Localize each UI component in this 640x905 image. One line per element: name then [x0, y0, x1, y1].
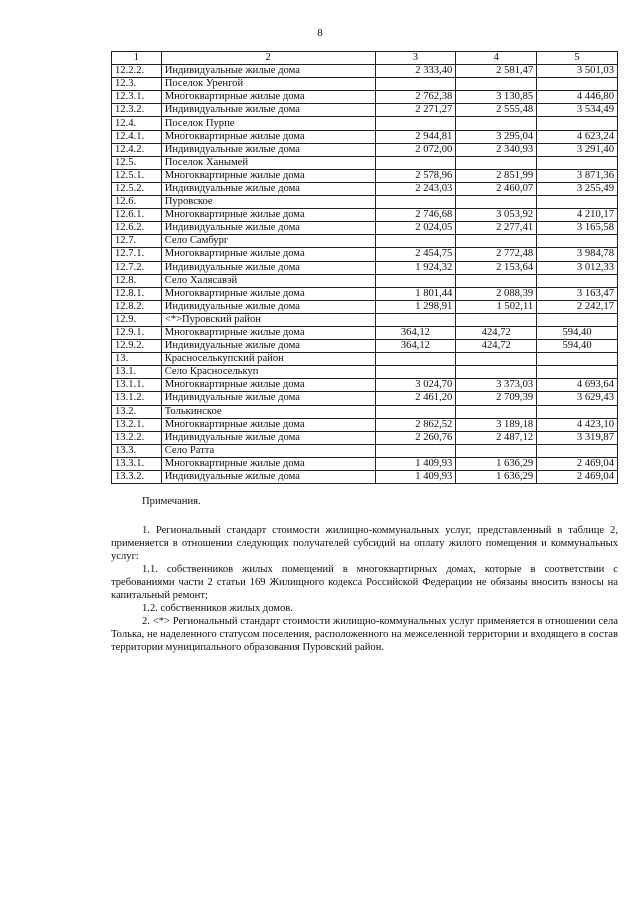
- table-row: [112, 117, 618, 130]
- row-name: Индивидуальные жилые дома: [161, 261, 375, 274]
- row-value-col3: [375, 405, 456, 418]
- row-number: 12.7.2.: [112, 261, 162, 274]
- row-value-col3: 2 746,68: [375, 209, 456, 222]
- table-row: [112, 457, 618, 470]
- row-value-col5: [537, 405, 618, 418]
- row-value-col3: 2 271,27: [375, 104, 456, 117]
- row-value-col4: [456, 78, 537, 91]
- tariff-table: [111, 51, 618, 484]
- row-value-col5: 3 984,78: [537, 248, 618, 261]
- table-row: [112, 130, 618, 143]
- row-number: 12.7.1.: [112, 248, 162, 261]
- row-number: 12.4.2.: [112, 143, 162, 156]
- row-value-col4: [456, 235, 537, 248]
- row-name: Многоквартирные жилые дома: [161, 326, 375, 339]
- row-number: 12.8.1.: [112, 287, 162, 300]
- row-name: Индивидуальные жилые дома: [161, 471, 375, 484]
- row-value-col5: [537, 78, 618, 91]
- table-row: [112, 313, 618, 326]
- row-number: 13.1.2.: [112, 392, 162, 405]
- note-1-1: 1.1. собственников жилых помещений в многоквартирных домах, которые в соответствии с требованиями части 2 статьи 169 Жилищного кодекса Российской Федерации не обязаны вносить взносы на капитальный ремонт;: [111, 564, 618, 601]
- table-row: [112, 143, 618, 156]
- row-value-col3: 2 862,52: [375, 418, 456, 431]
- row-value-col5: 594,40: [537, 340, 618, 353]
- row-value-col5: 4 210,17: [537, 209, 618, 222]
- row-number: 12.4.1.: [112, 130, 162, 143]
- row-value-col3: [375, 274, 456, 287]
- row-number: 12.2.2.: [112, 65, 162, 78]
- row-value-col3: 2 762,38: [375, 91, 456, 104]
- row-name: Индивидуальные жилые дома: [161, 392, 375, 405]
- row-value-col3: 2 333,40: [375, 65, 456, 78]
- row-value-col5: 4 446,80: [537, 91, 618, 104]
- row-name: Многоквартирные жилые дома: [161, 209, 375, 222]
- row-name: Индивидуальные жилые дома: [161, 104, 375, 117]
- row-value-col3: 2 072,00: [375, 143, 456, 156]
- row-value-col3: [375, 353, 456, 366]
- row-value-col4: 2 487,12: [456, 431, 537, 444]
- table-row: [112, 104, 618, 117]
- notes-section: [111, 495, 618, 654]
- row-name: Многоквартирные жилые дома: [161, 457, 375, 470]
- row-name: Село Ратта: [161, 444, 375, 457]
- row-value-col5: [537, 196, 618, 209]
- table-row: [112, 235, 618, 248]
- row-number: 12.8.: [112, 274, 162, 287]
- row-number: 13.1.1.: [112, 379, 162, 392]
- table-row: [112, 300, 618, 313]
- header-col-1: 1: [112, 52, 162, 65]
- row-value-col5: 3 255,49: [537, 182, 618, 195]
- row-name: Индивидуальные жилые дома: [161, 340, 375, 353]
- row-number: 12.9.: [112, 313, 162, 326]
- row-number: 12.7.: [112, 235, 162, 248]
- row-number: 12.5.: [112, 156, 162, 169]
- table-row: [112, 287, 618, 300]
- row-value-col4: 1 636,29: [456, 457, 537, 470]
- table-row: [112, 418, 618, 431]
- row-value-col4: 424,72: [456, 326, 537, 339]
- page-number: 8: [317, 27, 323, 39]
- row-name: Поселок Ханымей: [161, 156, 375, 169]
- row-value-col4: 3 189,18: [456, 418, 537, 431]
- row-name: Многоквартирные жилые дома: [161, 379, 375, 392]
- row-number: 12.8.2.: [112, 300, 162, 313]
- table-row: [112, 261, 618, 274]
- row-value-col3: [375, 366, 456, 379]
- row-value-col5: 3 629,43: [537, 392, 618, 405]
- row-value-col3: 1 801,44: [375, 287, 456, 300]
- row-number: 13.3.2.: [112, 471, 162, 484]
- row-value-col4: 2 340,93: [456, 143, 537, 156]
- row-name: Многоквартирные жилые дома: [161, 169, 375, 182]
- table-row: [112, 91, 618, 104]
- table-row: [112, 78, 618, 91]
- row-value-col4: 2 277,41: [456, 222, 537, 235]
- row-value-col3: [375, 78, 456, 91]
- row-value-col4: 424,72: [456, 340, 537, 353]
- row-value-col4: 3 053,92: [456, 209, 537, 222]
- row-value-col5: 3 163,47: [537, 287, 618, 300]
- row-value-col5: 4 623,24: [537, 130, 618, 143]
- row-number: 13.2.1.: [112, 418, 162, 431]
- row-name: Село Красноселькуп: [161, 366, 375, 379]
- row-number: 12.6.1.: [112, 209, 162, 222]
- row-name: Село Самбург: [161, 235, 375, 248]
- row-value-col5: [537, 313, 618, 326]
- table-row: [112, 340, 618, 353]
- row-value-col4: [456, 196, 537, 209]
- row-name: Многоквартирные жилые дома: [161, 130, 375, 143]
- row-value-col5: 2 469,04: [537, 471, 618, 484]
- row-name: Поселок Пурпе: [161, 117, 375, 130]
- row-value-col5: [537, 117, 618, 130]
- row-number: 13.2.: [112, 405, 162, 418]
- row-value-col5: 3 291,40: [537, 143, 618, 156]
- row-number: 12.6.: [112, 196, 162, 209]
- row-name: <*>Пуровский район: [161, 313, 375, 326]
- row-value-col3: 2 944,81: [375, 130, 456, 143]
- row-name: Село Халясавэй: [161, 274, 375, 287]
- row-value-col5: 3 871,36: [537, 169, 618, 182]
- row-value-col4: [456, 274, 537, 287]
- row-value-col5: 4 423,10: [537, 418, 618, 431]
- note-1: 1. Региональный стандарт стоимости жилищно-коммунальных услуг, представленный в таблице 2, применяется в отношении следующих получателей субсидий на оплату жилого помещения и коммунальных услуг:: [111, 525, 618, 562]
- row-value-col4: [456, 366, 537, 379]
- table-row: [112, 156, 618, 169]
- table-row: [112, 248, 618, 261]
- row-number: 12.3.1.: [112, 91, 162, 104]
- header-col-4: 4: [456, 52, 537, 65]
- row-value-col5: [537, 444, 618, 457]
- row-value-col4: 1 502,11: [456, 300, 537, 313]
- row-value-col5: 594,40: [537, 326, 618, 339]
- row-value-col3: [375, 196, 456, 209]
- row-value-col4: 2 581,47: [456, 65, 537, 78]
- header-col-5: 5: [537, 52, 618, 65]
- row-number: 12.3.: [112, 78, 162, 91]
- row-value-col4: [456, 353, 537, 366]
- table-row: [112, 353, 618, 366]
- table-row: [112, 392, 618, 405]
- row-number: 12.3.2.: [112, 104, 162, 117]
- table-row: [112, 182, 618, 195]
- table-row: [112, 471, 618, 484]
- row-value-col4: [456, 313, 537, 326]
- row-value-col3: 2 243,03: [375, 182, 456, 195]
- row-value-col3: 2 454,75: [375, 248, 456, 261]
- row-value-col3: [375, 444, 456, 457]
- row-name: Индивидуальные жилые дома: [161, 431, 375, 444]
- row-value-col5: 3 501,03: [537, 65, 618, 78]
- table-header-row: [112, 52, 618, 65]
- row-value-col4: 3 373,03: [456, 379, 537, 392]
- row-number: 12.9.1.: [112, 326, 162, 339]
- row-value-col3: [375, 313, 456, 326]
- row-value-col4: 3 130,85: [456, 91, 537, 104]
- row-value-col3: 3 024,70: [375, 379, 456, 392]
- row-value-col5: [537, 274, 618, 287]
- row-name: Многоквартирные жилые дома: [161, 91, 375, 104]
- row-value-col3: 1 298,91: [375, 300, 456, 313]
- table-row: [112, 431, 618, 444]
- row-value-col4: [456, 156, 537, 169]
- row-number: 12.5.2.: [112, 182, 162, 195]
- notes-title: Примечания.: [142, 496, 201, 507]
- row-value-col4: [456, 117, 537, 130]
- row-name: Многоквартирные жилые дома: [161, 287, 375, 300]
- row-name: Индивидуальные жилые дома: [161, 143, 375, 156]
- row-name: Поселок Уренгой: [161, 78, 375, 91]
- row-value-col4: 2 460,07: [456, 182, 537, 195]
- row-value-col4: [456, 405, 537, 418]
- row-value-col5: [537, 353, 618, 366]
- note-1-2: 1.2. собственников жилых домов.: [142, 603, 293, 614]
- row-number: 12.9.2.: [112, 340, 162, 353]
- row-value-col3: 1 409,93: [375, 457, 456, 470]
- row-value-col4: [456, 444, 537, 457]
- row-name: Многоквартирные жилые дома: [161, 248, 375, 261]
- row-name: Красноселькупский район: [161, 353, 375, 366]
- header-col-2: 2: [161, 52, 375, 65]
- table-row: [112, 444, 618, 457]
- row-value-col3: 2 461,20: [375, 392, 456, 405]
- row-value-col4: 1 636,29: [456, 471, 537, 484]
- row-value-col4: 2 709,39: [456, 392, 537, 405]
- row-number: 13.3.1.: [112, 457, 162, 470]
- row-value-col5: 3 534,49: [537, 104, 618, 117]
- row-value-col4: 2 851,99: [456, 169, 537, 182]
- row-value-col5: 4 693,64: [537, 379, 618, 392]
- row-value-col4: 2 088,39: [456, 287, 537, 300]
- row-value-col5: 3 165,58: [537, 222, 618, 235]
- table-row: [112, 65, 618, 78]
- table-row: [112, 222, 618, 235]
- row-number: 12.5.1.: [112, 169, 162, 182]
- row-name: Индивидуальные жилые дома: [161, 65, 375, 78]
- row-value-col3: 364,12: [375, 340, 456, 353]
- table-row: [112, 379, 618, 392]
- row-value-col3: 2 578,96: [375, 169, 456, 182]
- row-value-col3: [375, 235, 456, 248]
- row-value-col5: 2 242,17: [537, 300, 618, 313]
- row-value-col4: 2 153,64: [456, 261, 537, 274]
- row-name: Индивидуальные жилые дома: [161, 300, 375, 313]
- row-name: Индивидуальные жилые дома: [161, 222, 375, 235]
- table-row: [112, 405, 618, 418]
- row-value-col5: [537, 366, 618, 379]
- row-number: 13.2.2.: [112, 431, 162, 444]
- row-value-col3: 1 409,93: [375, 471, 456, 484]
- row-value-col3: 2 024,05: [375, 222, 456, 235]
- row-value-col5: 3 012,33: [537, 261, 618, 274]
- note-2: 2. <*> Региональный стандарт стоимости жилищно-коммунальных услуг применяется в отношении села Толька, не наделенного статусом поселения, расположенного на межселенной территории и входящего в состав территории муниципального образования Пуровский район.: [111, 616, 618, 653]
- table-row: [112, 169, 618, 182]
- row-value-col4: 2 555,48: [456, 104, 537, 117]
- row-value-col5: [537, 156, 618, 169]
- row-name: Индивидуальные жилые дома: [161, 182, 375, 195]
- row-number: 13.: [112, 353, 162, 366]
- row-number: 13.3.: [112, 444, 162, 457]
- row-value-col5: 3 319,87: [537, 431, 618, 444]
- row-value-col3: 1 924,32: [375, 261, 456, 274]
- header-col-3: 3: [375, 52, 456, 65]
- row-value-col3: [375, 156, 456, 169]
- row-value-col3: [375, 117, 456, 130]
- table-row: [112, 209, 618, 222]
- row-value-col3: 2 260,76: [375, 431, 456, 444]
- row-value-col5: 2 469,04: [537, 457, 618, 470]
- table-row: [112, 196, 618, 209]
- row-name: Многоквартирные жилые дома: [161, 418, 375, 431]
- row-name: Толькинское: [161, 405, 375, 418]
- row-name: Пуровское: [161, 196, 375, 209]
- row-value-col4: 2 772,48: [456, 248, 537, 261]
- row-value-col5: [537, 235, 618, 248]
- row-value-col3: 364,12: [375, 326, 456, 339]
- table-row: [112, 274, 618, 287]
- table-row: [112, 366, 618, 379]
- table-row: [112, 326, 618, 339]
- row-number: 13.1.: [112, 366, 162, 379]
- row-number: 12.4.: [112, 117, 162, 130]
- row-number: 12.6.2.: [112, 222, 162, 235]
- row-value-col4: 3 295,04: [456, 130, 537, 143]
